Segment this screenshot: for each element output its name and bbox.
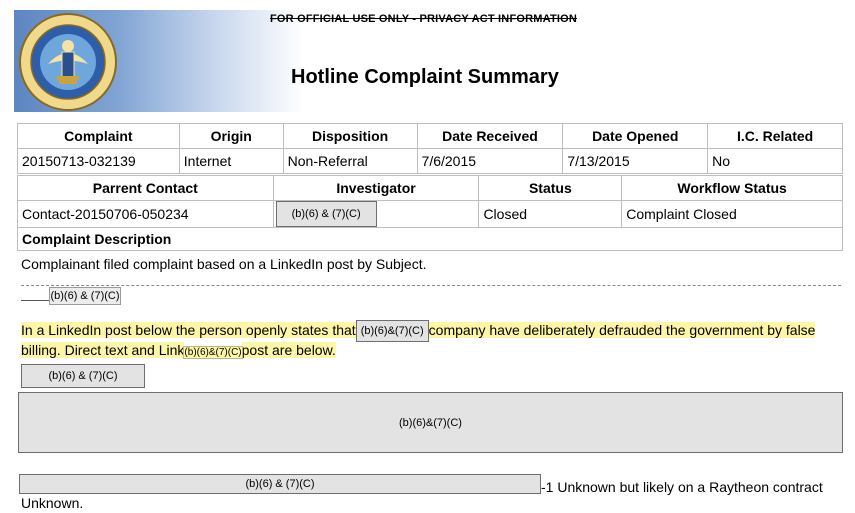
value-workflow-status: Complaint Closed — [622, 201, 843, 228]
investigator-redaction: (b)(6) & (7)(C) — [276, 201, 377, 227]
para-part2: company have deliberately defrauded the government by false — [428, 321, 816, 338]
value-ic-related: No — [708, 149, 843, 174]
value-investigator-cell — [273, 201, 479, 228]
para-part1: In a LinkedIn post below the person openly states that — [21, 321, 356, 338]
value-parent-contact: Contact-20150706-050234 — [18, 201, 274, 228]
para-line2-part1: billing. Direct text and Link — [21, 342, 185, 358]
header-investigator: Investigator — [273, 176, 479, 201]
redaction-block-wide: (b)(6) & (7)(C) — [19, 474, 541, 494]
header-complaint: Complaint — [18, 124, 180, 149]
classification-banner: FOR OFFICIAL USE ONLY - PRIVACY ACT INFORMATION — [270, 13, 578, 25]
redaction-block-large: (b)(6)&(7)(C) — [18, 392, 843, 453]
trailing-text: -1 Unknown but likely on a Raytheon contract — [541, 479, 823, 495]
description-line1: Complainant filed complaint based on a LinkedIn post by Subject. — [21, 256, 427, 272]
dod-ig-seal-icon — [18, 12, 118, 112]
header-parent-contact: Parrent Contact — [18, 176, 274, 201]
para-redaction: (b)(6)&(7)(C) — [356, 320, 429, 342]
page-title: Hotline Complaint Summary — [291, 66, 559, 88]
small-redaction: (b)(6) & (7)(C) — [49, 287, 121, 305]
contact-header-row — [18, 176, 843, 201]
header-origin: Origin — [179, 124, 283, 149]
header-date-opened: Date Opened — [563, 124, 708, 149]
value-complaint: 20150713-032139 — [18, 149, 180, 174]
header-workflow-status: Workflow Status — [622, 176, 843, 201]
summary-table — [17, 123, 843, 174]
value-disposition: Non-Referral — [283, 149, 417, 174]
summary-header-row — [18, 124, 843, 149]
separator-rule — [21, 285, 841, 286]
description-label: Complaint Description — [22, 231, 172, 247]
para-line2-part2: post are below. — [241, 342, 336, 358]
final-line: Unknown. — [21, 495, 84, 511]
contact-table — [17, 175, 843, 228]
value-status: Closed — [479, 201, 622, 228]
header-status: Status — [479, 176, 622, 201]
description-header-box — [17, 227, 843, 251]
value-date-received: 7/6/2015 — [417, 149, 563, 174]
contact-value-row — [18, 201, 843, 228]
header-date-received: Date Received — [417, 124, 563, 149]
value-date-opened: 7/13/2015 — [563, 149, 708, 174]
highlighted-paragraph — [21, 320, 846, 361]
header-disposition: Disposition — [283, 124, 417, 149]
para-line2-redaction: (b)(6)&(7)(C) — [184, 347, 242, 358]
header-ic-related: I.C. Related — [708, 124, 843, 149]
redaction-block-1: (b)(6) & (7)(C) — [21, 364, 145, 388]
summary-value-row — [18, 149, 843, 174]
value-origin: Internet — [179, 149, 283, 174]
